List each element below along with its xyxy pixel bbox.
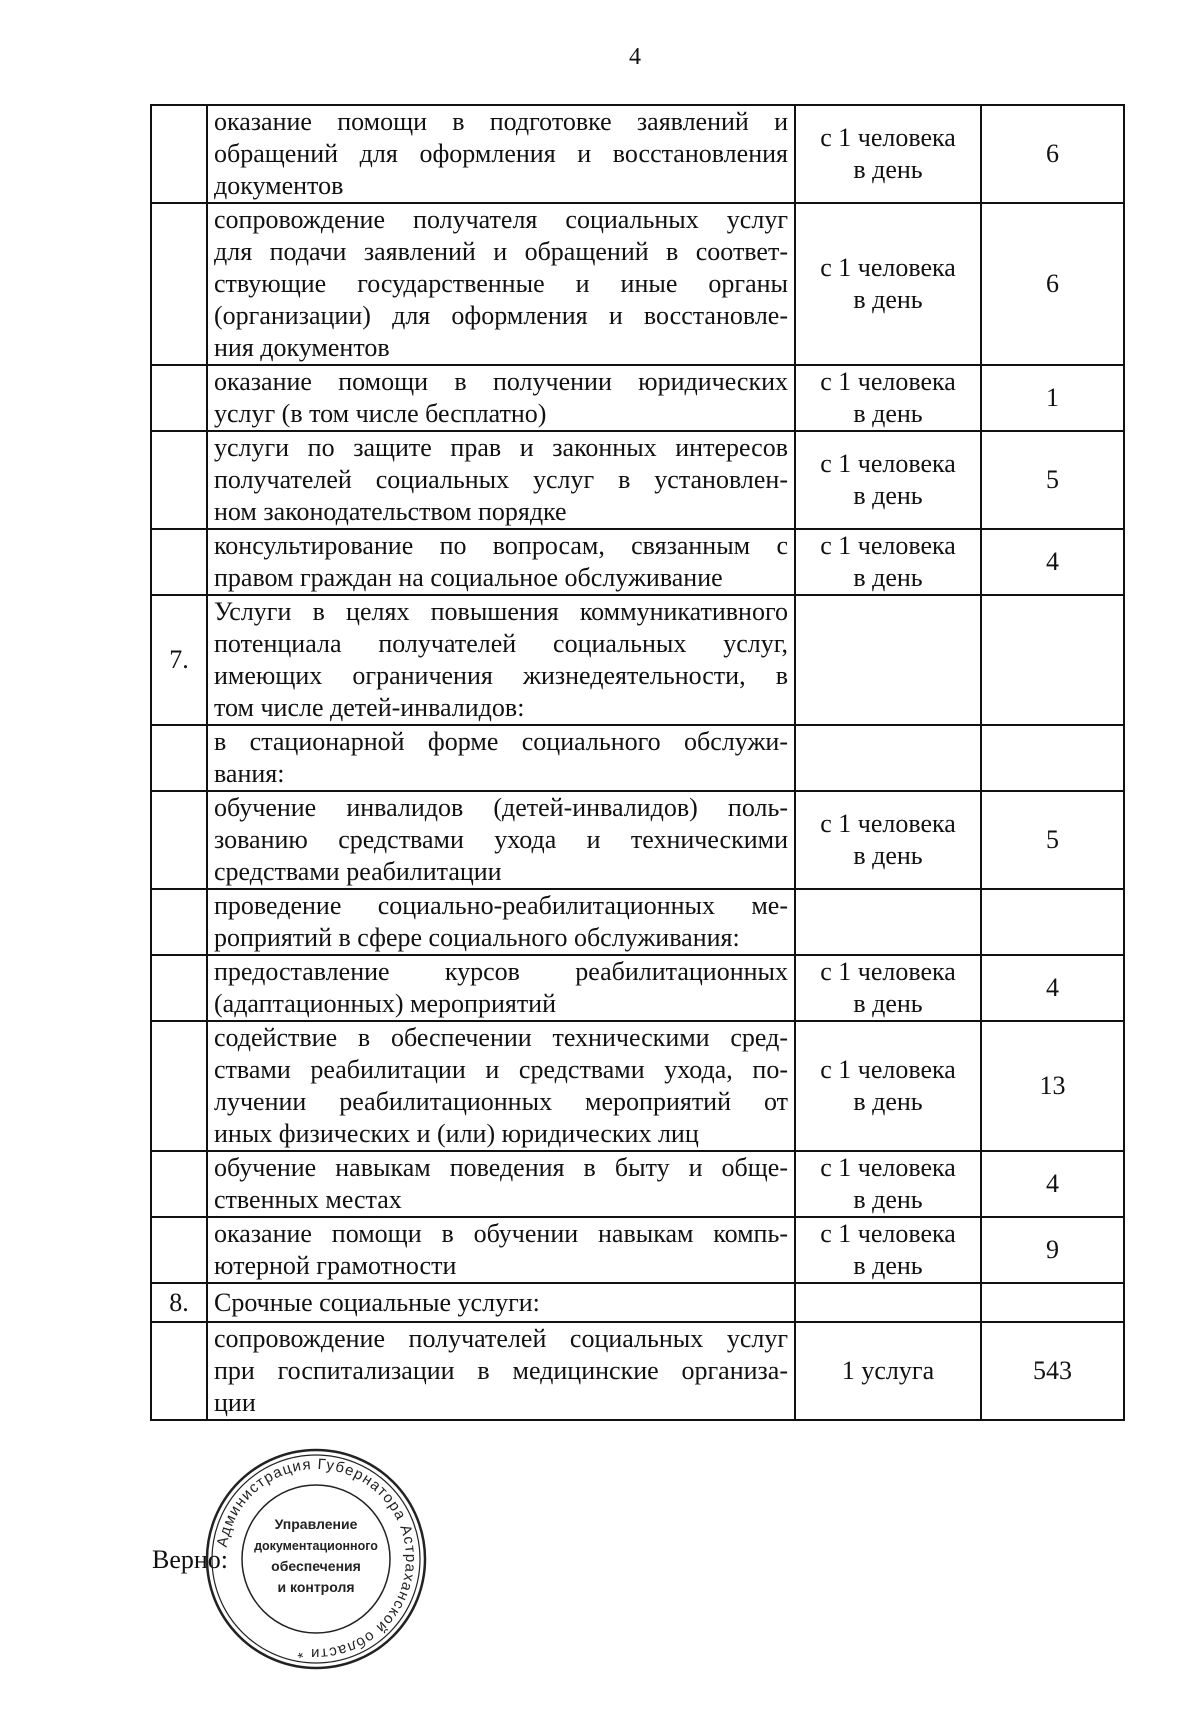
table-row [151, 1217, 1124, 1283]
official-stamp [204, 1447, 428, 1671]
unit-line: в день [853, 1185, 923, 1214]
row-number [151, 889, 207, 955]
description-line: предоставление курсов реабилитационных [214, 957, 788, 986]
description-line: потенциала получателей социальных услуг, [214, 629, 788, 658]
row-number [151, 365, 207, 431]
description-line: лучении реабилитационных мероприятий от [214, 1087, 788, 1116]
description-line: ния документов [214, 333, 390, 362]
service-description [207, 203, 795, 365]
row-number [151, 1021, 207, 1151]
description-line: иных физических и (или) юридических лиц [214, 1119, 699, 1148]
table-row [151, 1322, 1124, 1420]
table-row [151, 955, 1124, 1021]
unit-line: с 1 человека [820, 809, 956, 838]
description-line: вания: [214, 759, 285, 788]
row-number [151, 431, 207, 529]
service-description [207, 1283, 795, 1322]
service-description [207, 1217, 795, 1283]
stamp-inner-line: документационного [254, 1539, 378, 1553]
description-line: ствующие государственные и иные органы [214, 269, 788, 298]
description-line: ствами реабилитации и средствами ухода, по- [214, 1055, 788, 1084]
table-row [151, 1283, 1124, 1322]
row-number [151, 1217, 207, 1283]
description-line: ции [214, 1388, 256, 1417]
measure-unit [795, 105, 981, 203]
description-line: услуги по защите прав и законных интересов [214, 433, 788, 462]
description-line: в стационарной форме социального обслужи- [214, 727, 788, 756]
description-line: для подачи заявлений и обращений в соответ- [214, 237, 788, 266]
table-row [151, 105, 1124, 203]
unit-line: с 1 человека [820, 123, 956, 152]
measure-unit [795, 431, 981, 529]
measure-unit [795, 1021, 981, 1151]
unit-line: в день [853, 563, 923, 592]
signature-label: Верно: [152, 1545, 229, 1574]
table-row [151, 1151, 1124, 1217]
unit-line: с 1 человека [820, 253, 956, 282]
unit-line: в день [853, 155, 923, 184]
description-line: обращений для оформления и восстановления [214, 139, 788, 168]
measure-unit [795, 1322, 981, 1420]
service-description [207, 431, 795, 529]
description-line: обучение инвалидов (детей-инвалидов) поль- [214, 793, 788, 822]
description-line: проведение социально-реабилитационных ме- [214, 891, 788, 920]
unit-line: с 1 человека [820, 1055, 956, 1084]
measure-unit [795, 1217, 981, 1283]
norm-value: 13 [981, 1021, 1124, 1151]
unit-line: в день [853, 1087, 923, 1116]
description-line: (организации) для оформления и восстановле- [214, 301, 788, 330]
row-number [151, 725, 207, 791]
description-line: при госпитализации в медицинские организа- [214, 1356, 788, 1385]
measure-unit [795, 725, 981, 791]
norm-value: 5 [981, 791, 1124, 889]
description-line: сопровождение получателя социальных услуг [214, 205, 788, 234]
norm-value: 6 [981, 203, 1124, 365]
service-description [207, 889, 795, 955]
description-line: оказание помощи в подготовке заявлений и [214, 107, 788, 136]
table-row [151, 529, 1124, 595]
unit-line: с 1 человека [820, 957, 956, 986]
description-line: содействие в обеспечении техническими сред- [214, 1023, 788, 1052]
description-line: Услуги в целях повышения коммуникативного [214, 597, 788, 626]
norm-value [981, 725, 1124, 791]
description-line: ственных местах [214, 1185, 402, 1214]
service-description [207, 1322, 795, 1420]
unit-line: с 1 человека [820, 1153, 956, 1182]
unit-line: 1 услуга [841, 1356, 935, 1385]
row-number [151, 105, 207, 203]
row-number [151, 203, 207, 365]
stamp-inner-line: обеспечения [271, 1558, 361, 1574]
service-description [207, 725, 795, 791]
table-row [151, 1021, 1124, 1151]
table-row [151, 725, 1124, 791]
row-number [151, 1151, 207, 1217]
unit-line: в день [853, 989, 923, 1018]
norm-value: 4 [981, 1151, 1124, 1217]
unit-line: с 1 человека [820, 531, 956, 560]
measure-unit [795, 889, 981, 955]
description-line: (адаптационных) мероприятий [214, 989, 557, 1018]
description-line: Срочные социальные услуги: [214, 1287, 540, 1317]
measure-unit [795, 791, 981, 889]
table-row [151, 365, 1124, 431]
description-line: услуг (в том числе бесплатно) [214, 399, 547, 428]
service-description [207, 105, 795, 203]
row-number [151, 1322, 207, 1420]
norm-value: 4 [981, 529, 1124, 595]
table-row [151, 431, 1124, 529]
description-line: том числе детей-инвалидов: [214, 693, 525, 722]
stamp-inner-line: Управление [274, 1516, 358, 1532]
description-line: документов [214, 171, 344, 200]
service-description [207, 1021, 795, 1151]
measure-unit [795, 365, 981, 431]
norm-value: 1 [981, 365, 1124, 431]
table-row [151, 203, 1124, 365]
stamp-outer-text: Администрация Губернатора Астраханской области * [213, 1455, 420, 1663]
description-line: обучение навыкам поведения в быту и обще- [214, 1153, 788, 1182]
row-number: 7. [151, 595, 207, 725]
measure-unit [795, 1151, 981, 1217]
description-line: зованию средствами ухода и техническими [214, 825, 788, 854]
description-line: ютерной грамотности [214, 1251, 457, 1280]
description-line: имеющих ограничения жизнедеятельности, в [214, 661, 788, 690]
norm-value: 543 [981, 1322, 1124, 1420]
measure-unit [795, 1283, 981, 1322]
description-line: ном законодательством порядке [214, 497, 567, 526]
service-description [207, 365, 795, 431]
description-line: правом граждан на социальное обслуживание [214, 563, 723, 592]
norm-value: 6 [981, 105, 1124, 203]
measure-unit [795, 203, 981, 365]
service-description [207, 1151, 795, 1217]
description-line: средствами реабилитации [214, 857, 502, 886]
description-line: роприятий в сфере социального обслуживания: [214, 923, 740, 952]
stamp-inner-line: и контроля [277, 1579, 355, 1595]
service-description [207, 529, 795, 595]
measure-unit [795, 955, 981, 1021]
table-body [151, 105, 1124, 1420]
row-number: 8. [151, 1283, 207, 1322]
service-description [207, 955, 795, 1021]
norm-value: 5 [981, 431, 1124, 529]
description-line: оказание помощи в получении юридических [214, 367, 788, 396]
table-row [151, 791, 1124, 889]
row-number [151, 955, 207, 1021]
unit-line: в день [853, 285, 923, 314]
description-line: сопровождение получателей социальных услуг [214, 1324, 788, 1353]
services-table [150, 104, 1125, 1421]
table-row [151, 889, 1124, 955]
service-description [207, 595, 795, 725]
measure-unit [795, 595, 981, 725]
service-description [207, 791, 795, 889]
description-line: оказание помощи в обучении навыкам компь- [214, 1219, 788, 1248]
row-number [151, 791, 207, 889]
description-line: консультирование по вопросам, связанным с [214, 531, 788, 560]
unit-line: в день [853, 481, 923, 510]
unit-line: в день [853, 841, 923, 870]
norm-value [981, 595, 1124, 725]
norm-value: 9 [981, 1217, 1124, 1283]
unit-line: в день [853, 1251, 923, 1280]
unit-line: с 1 человека [820, 1219, 956, 1248]
unit-line: с 1 человека [820, 367, 956, 396]
norm-value [981, 1283, 1124, 1322]
row-number [151, 529, 207, 595]
norm-value: 4 [981, 955, 1124, 1021]
unit-line: в день [853, 399, 923, 428]
page-number: 4 [629, 44, 641, 70]
table-row [151, 595, 1124, 725]
norm-value [981, 889, 1124, 955]
description-line: получателей социальных услуг в установлен- [214, 465, 788, 494]
unit-line: с 1 человека [820, 449, 956, 478]
measure-unit [795, 529, 981, 595]
